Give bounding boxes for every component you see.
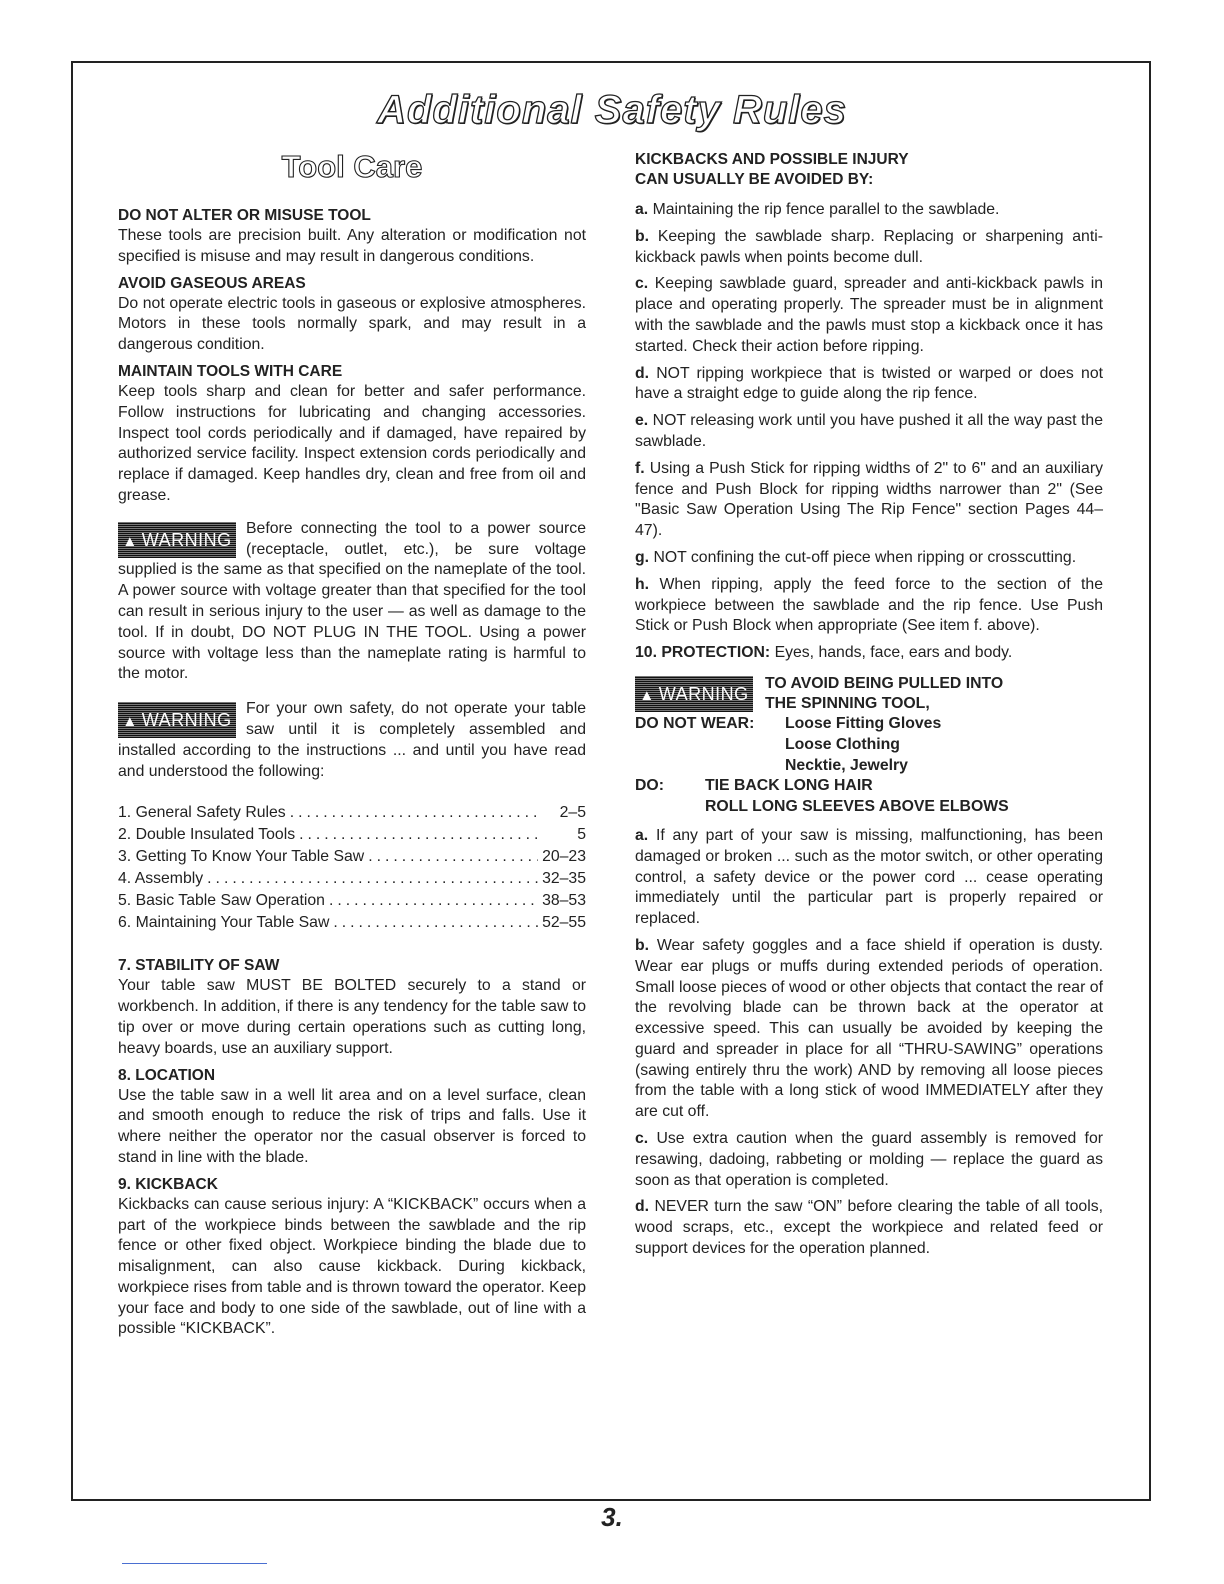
- rule-text: These tools are precision built. Any alteration or modification not specified is misuse and may result in dangerous conditions.: [118, 227, 586, 265]
- warning-triangle-icon: ▲: [122, 532, 138, 550]
- footer-rule: [122, 1563, 267, 1564]
- rule-text: Do not operate electric tools in gaseous or explosive atmospheres. Motors in these tools normally spark, and may result in a dangerous condition.: [118, 294, 586, 354]
- warning-paragraph: [118, 699, 586, 782]
- rule-heading: 8. LOCATION: [118, 1066, 216, 1084]
- rule-heading: AVOID GASEOUS AREAS: [118, 274, 306, 292]
- list-item: c. Keeping sawblade guard, spreader and anti-kickback pawls in place and operating properly. The spreader must be in alignment with the sawblade and the pawls must stop a kickback once it has started. Check their action before ripping.: [635, 275, 1103, 355]
- list-item: a. Maintaining the rip fence parallel to the sawblade.: [635, 201, 1000, 218]
- right-column: [635, 150, 1103, 1266]
- list-item: c. Use extra caution when the guard assembly is removed for resawing, dadoing, rabbeting or molding — replace the guard as soon as that operation is completed.: [635, 1130, 1103, 1189]
- list-item: 2. Double Insulated Tools ..... 5: [118, 824, 586, 846]
- do-row: DO: TIE BACK LONG HAIR: [635, 777, 873, 795]
- warning-paragraph: [118, 519, 586, 685]
- rule-text: Kickbacks can cause serious injury: A “KICKBACK” occurs when a part of the workpiece binds between the sawblade and the rip fence or other fixed object. Workpiece binding the blade due to misalignment, can also cause kickback. During kickback, workpiece rises from table and is thrown toward the operator. Keep your face and body to one side of the sawblade, out of line with a possible “KICKBACK”.: [118, 1195, 587, 1338]
- rule-text: Your table saw MUST BE BOLTED securely to a stand or workbench. In addition, if there is any tendency for the table saw to tip over or move during certain operations such as cutting long, heavy boards, use an auxiliary support.: [118, 977, 586, 1057]
- rule-text: Keep tools sharp and clean for better and safer performance. Follow instructions for lubricating and changing accessories. Inspect tool cords periodically and if damaged, have repaired by authorized service facility. Inspect extension cords periodically and replace if damaged. Keep handles dry, clean and free from oil and grease.: [118, 382, 586, 504]
- pull-warning-line: THE SPINNING TOOL,: [765, 694, 930, 712]
- list-item: d. NOT ripping workpiece that is twisted or warped or does not have a straight edge to guide along the rip fence.: [635, 364, 1104, 403]
- protection-line: 10. PROTECTION: Eyes, hands, face, ears and body.: [635, 644, 1013, 662]
- page-number: 3.: [601, 1502, 623, 1532]
- pull-warning-line: TO AVOID BEING PULLED INTO: [765, 674, 1004, 692]
- section-title-tool-care: Tool Care: [281, 149, 423, 184]
- page-title: Additional Safety Rules: [377, 88, 847, 132]
- warning-text: Before connecting the tool to a power source (receptacle, outlet, etc.), be sure voltage supplied is the same as that specified on the nameplate of the tool. A power source with voltage greater than that specified for the tool can result in serious injury to the user — as well as damage to the tool. If in doubt, DO NOT PLUG IN THE TOOL. Using a power source with voltage less than the nameplate rating is harmful to the motor.: [118, 519, 586, 683]
- warning-triangle-icon: ▲: [639, 686, 655, 704]
- list-item: h. When ripping, apply the feed force to the section of the workpiece between the sawblade and the rip fence. Use Push Stick or Push Block when appropriate (See item f. above).: [635, 575, 1103, 635]
- manual-contents-list: [118, 802, 586, 934]
- do-not-wear-row: Loose Clothing: [785, 735, 900, 753]
- rule-heading: MAINTAIN TOOLS WITH CARE: [118, 362, 343, 380]
- list-item: b. Wear safety goggles and a face shield if operation is dusty. Wear ear plugs or muffs during extended periods of operation. Small loose pieces of wood or other objects that contact the rear of the revolving blade can be thrown back at the operator at excessive speed. This can usually be avoided by keeping the guard and spreader in place for all “THRU-SAWING” operations (sawing entirely thru the work) AND by removing all loose pieces from the table with a long stick of wood IMMEDIATELY after they are cut off.: [635, 936, 1103, 1121]
- warning-triangle-icon: ▲: [122, 713, 138, 731]
- do-not-wear-row: DO NOT WEAR: Loose Fitting Gloves: [635, 714, 942, 732]
- warning-badge: ▲ WARNING: [118, 522, 236, 558]
- list-item: 4. Assembly ..... 32–35: [118, 868, 586, 890]
- list-item: g. NOT confining the cut-off piece when ripping or crosscutting.: [635, 548, 1077, 566]
- list-item: e. NOT releasing work until you have pushed it all the way past the sawblade.: [635, 412, 1103, 450]
- list-item: 1. General Safety Rules ..... 2–5: [118, 802, 586, 824]
- warning-badge: ▲ WARNING: [118, 702, 236, 738]
- do-row: ROLL LONG SLEEVES ABOVE ELBOWS: [705, 798, 1009, 816]
- kickback-heading: CAN USUALLY BE AVOIDED BY:: [635, 171, 874, 188]
- list-item: b. Keeping the sawblade sharp. Replacing or sharpening anti-kickback pawls when points become dull.: [635, 227, 1104, 266]
- warning-text: For your own safety, do not operate your table saw until it is completely assembled and installed according to the instructions ... and until you have read and understood the following:: [118, 700, 586, 780]
- list-item: 5. Basic Table Saw Operation ..... 38–53: [118, 890, 586, 912]
- pull-warning: [635, 674, 1103, 818]
- list-item: 3. Getting To Know Your Table Saw ..... 20–23: [118, 846, 586, 868]
- rule-heading: 7. STABILITY OF SAW: [118, 957, 280, 975]
- rule-text: Use the table saw in a well lit area and on a level surface, clean and smooth enough to reduce the risk of trips and falls. Use it where neither the operator nor the casual observer is forced to stand in line with the blade.: [118, 1086, 586, 1166]
- rule-heading: 9. KICKBACK: [118, 1175, 218, 1193]
- list-item: a. If any part of your saw is missing, malfunctioning, has been damaged or broken ... such as the motor switch, or other operating control, a safety device or the power cord ... cease operating immediately until the particular part is properly repaired or replaced.: [635, 826, 1104, 928]
- do-not-wear-row: Necktie, Jewelry: [785, 756, 908, 774]
- list-item: f. Using a Push Stick for ripping widths of 2" to 6" and an auxiliary fence and Push Block for ripping widths narrower than 2" (See "Basic Saw Operation Using The Rip Fence" section Pages 44–47).: [635, 459, 1103, 540]
- list-item: d. NEVER turn the saw “ON” before clearing the table of all tools, wood scraps, etc., except the workpiece and related feed or support devices for the operation planned.: [635, 1198, 1103, 1258]
- warning-badge: ▲ WARNING: [635, 676, 753, 712]
- left-column: [118, 150, 586, 1346]
- kickback-heading: KICKBACKS AND POSSIBLE INJURY: [635, 151, 909, 168]
- rule-heading: DO NOT ALTER OR MISUSE TOOL: [118, 207, 371, 224]
- list-item: 6. Maintaining Your Table Saw ..... 52–55: [118, 912, 586, 934]
